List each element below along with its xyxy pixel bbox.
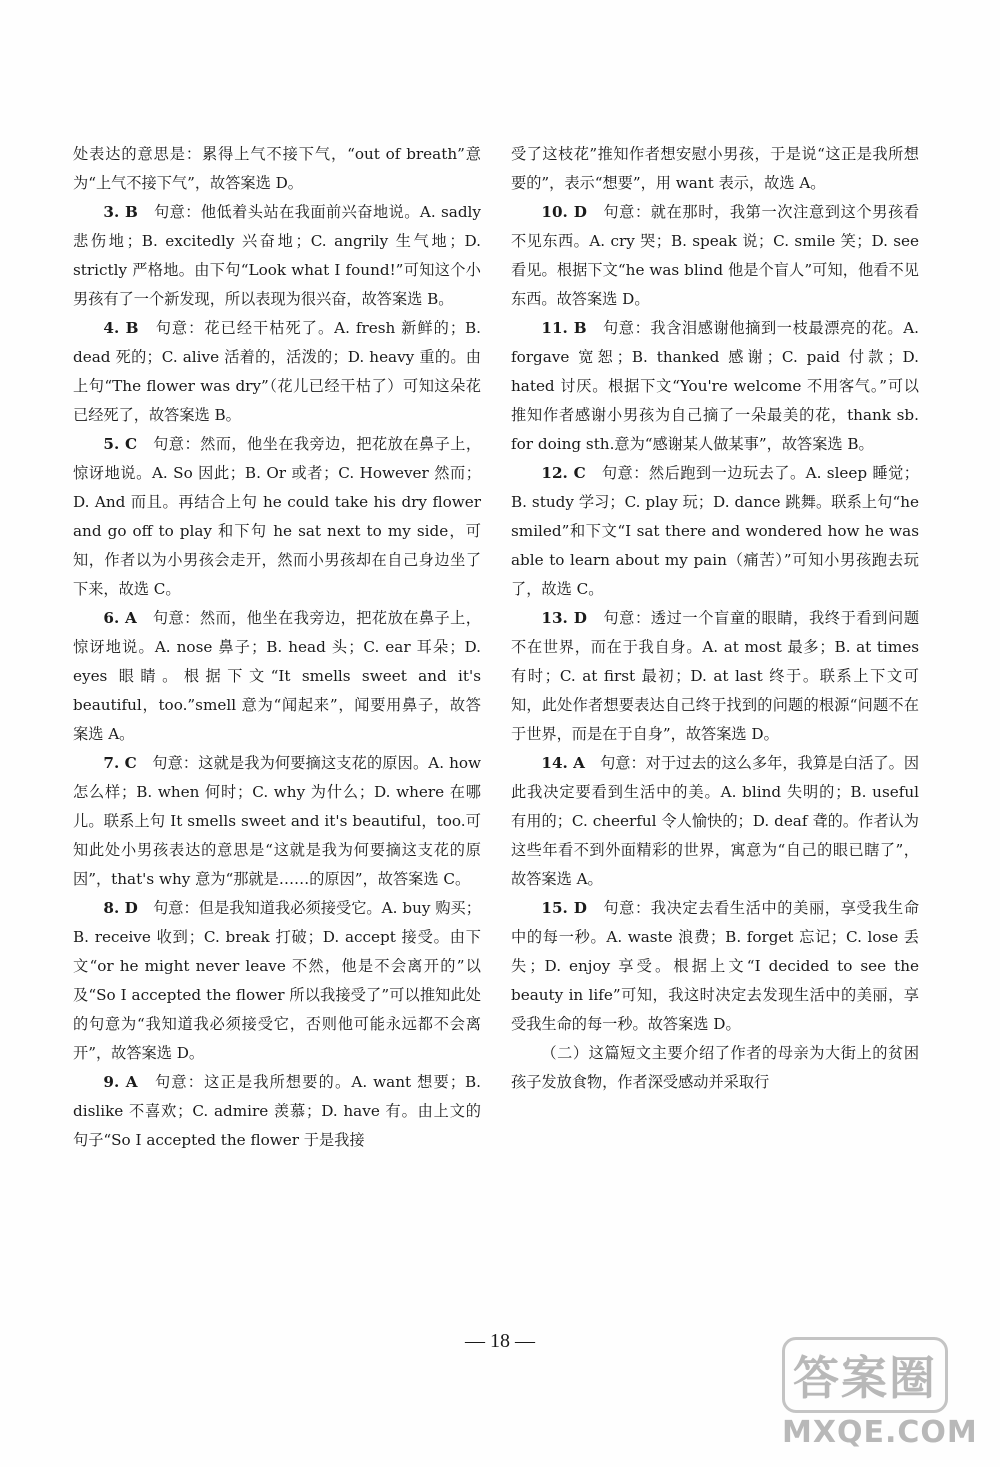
explanation-text: 句意：我含泪感谢他摘到一枝最漂亮的花。A. forgave 宽恕；B. thanked 感谢；C. paid 付款；D. hated 讨厌。根据下文“You're welcome 不用客气。”可以推知作者感谢小男孩为自己摘了一朵最美的花，thank sb. for doing sth.意为“感谢某人做某事”，故答案选 B。 [511, 319, 920, 453]
answer-paragraph [73, 140, 481, 198]
explanation-text: 处表达的意思是：累得上气不接下气，“out of breath”意为“上气不接下气”，故答案选 D。 [73, 145, 481, 192]
answer-paragraph [73, 604, 481, 749]
explanation-text: 句意：他低着头站在我面前兴奋地说。A. sadly 悲伤地；B. excitedly 兴奋地；C. angrily 生气地；D. strictly 严格地。由下句“Look what I found!”可知这个小男孩有了一个新发现，所以表现为很兴奋，故答案选 B。 [73, 203, 481, 308]
left-column [73, 140, 481, 1155]
right-column [511, 140, 919, 1097]
question-answer: 5. C [103, 435, 138, 453]
answer-paragraph [73, 1068, 481, 1155]
page-number: — 18 — [465, 1330, 535, 1352]
answer-paragraph [73, 894, 481, 1068]
explanation-text: 受了这枝花”推知作者想安慰小男孩，于是说“这正是我所想要的”，表示“想要”，用 want 表示，故选 A。 [511, 145, 919, 192]
explanation-text: 句意：这就是我为何要摘这支花的原因。A. how 怎么样；B. when 何时；C. why 为什么；D. where 在哪儿。联系上句 It smells sweet and it's beautiful，too.可知此处小男孩表达的意思是“这就是我为何要摘这支花的原因”，that's why 意为“那就是……的原因”，故答案选 C。 [73, 754, 481, 888]
question-answer: 6. A [103, 609, 137, 627]
question-answer: 7. C [103, 754, 137, 772]
explanation-text: 句意：我决定去看生活中的美丽，享受我生命中的每一秒。A. waste 浪费；B. forget 忘记；C. lose 丢失；D. enjoy 享受。根据上文“I decided to see the beauty in life”可知，我这时决定去发现生活中的美丽，享受我生命的每一秒。故答案选 D。 [511, 899, 920, 1033]
explanation-text: 句意：花已经干枯死了。A. fresh 新鲜的；B. dead 死的；C. alive 活着的，活泼的；D. heavy 重的。由上句“The flower was dry”（花儿已经干枯了）可知这朵花已经死了，故答案选 B。 [73, 319, 482, 424]
question-answer: 12. C [541, 464, 586, 482]
question-answer: 14. A [541, 754, 585, 772]
explanation-text: 句意：透过一个盲童的眼睛，我终于看到问题不在世界，而在于我自身。A. at most 最多；B. at times 有时；C. at first 最初；D. at last 终于。联系上下文可知，此处作者想要表达自己终于找到的问题的根源“问题不在于世界，而是在于自身”，故答案选 D。 [511, 609, 920, 743]
explanation-text: 句意：对于过去的这么多年，我算是白活了。因此我决定要看到生活中的美。A. blind 失明的；B. useful 有用的；C. cheerful 令人愉快的；D. deaf 聋的。作者认为这些年看不到外面精彩的世界，寓意为“自己的眼已瞎了”，故答案选 A。 [511, 754, 920, 888]
question-answer: 15. D [541, 899, 587, 917]
answer-paragraph [511, 459, 919, 604]
question-answer: 8. D [103, 899, 138, 917]
watermark-title: 答案圈 [782, 1337, 948, 1413]
explanation-text: （二）这篇短文主要介绍了作者的母亲为大街上的贫困孩子发放食物，作者深受感动并采取行 [511, 1044, 919, 1091]
answer-paragraph [511, 140, 919, 198]
answer-paragraph [73, 198, 481, 314]
explanation-text: 句意：然而，他坐在我旁边，把花放在鼻子上，惊讶地说。A. nose 鼻子；B. head 头；C. ear 耳朵；D. eyes 眼睛。根据下文“It smells sweet and it's beautiful，too.”smell 意为“闻起来”，闻要用鼻子，故答案选 A。 [73, 609, 481, 743]
answer-paragraph [511, 894, 919, 1039]
watermark-logo [782, 1337, 982, 1457]
watermark-site: MXQE.COM [782, 1415, 978, 1450]
explanation-text: 句意：然而，他坐在我旁边，把花放在鼻子上，惊讶地说。A. So 因此；B. Or 或者；C. However 然而；D. And 而且。再结合上句 he could take his dry flower and go off to play 和下句 he sat next to my side，可知，作者以为小男孩会走开，然而小男孩却在自己身边坐了下来，故选 C。 [73, 435, 482, 598]
question-answer: 13. D [541, 609, 587, 627]
explanation-text: 句意：但是我知道我必须接受它。A. buy 购买；B. receive 收到；C. break 打破；D. accept 接受。由下文“or he might never leave 不然，他是不会离开的”以及“So I accepted the flower 所以我接受了”可以推知此处的句意为“我知道我必须接受它，否则他可能永远都不会离开”，故答案选 D。 [73, 899, 481, 1062]
answer-paragraph [511, 198, 919, 314]
explanation-text: 句意：然后跑到一边玩去了。A. sleep 睡觉；B. study 学习；C. play 玩；D. dance 跳舞。联系上句“he smiled”和下文“I sat there and wondered how he was able to learn about my pain（痛苦）”可知小男孩跑去玩了，故选 C。 [511, 464, 919, 598]
explanation-text: 句意：就在那时，我第一次注意到这个男孩看不见东西。A. cry 哭；B. speak 说；C. smile 笑；D. see 看见。根据下文“he was blind 他是个盲人”可知，他看不见东西。故答案选 D。 [511, 203, 920, 308]
question-answer: 9. A [103, 1073, 138, 1091]
question-answer: 10. D [541, 203, 587, 221]
answer-paragraph [511, 314, 919, 459]
explanation-text: 句意：这正是我所想要的。A. want 想要；B. dislike 不喜欢；C. admire 羡慕；D. have 有。由上文的句子“So I accepted the flower 于是我接 [73, 1073, 482, 1149]
answer-paragraph [73, 314, 481, 430]
answer-paragraph [511, 1039, 919, 1097]
question-answer: 4. B [103, 319, 139, 337]
answer-paragraph [511, 749, 919, 894]
answer-paragraph [73, 430, 481, 604]
answer-paragraph [73, 749, 481, 894]
answer-paragraph [511, 604, 919, 749]
question-answer: 11. B [541, 319, 587, 337]
question-answer: 3. B [103, 203, 138, 221]
